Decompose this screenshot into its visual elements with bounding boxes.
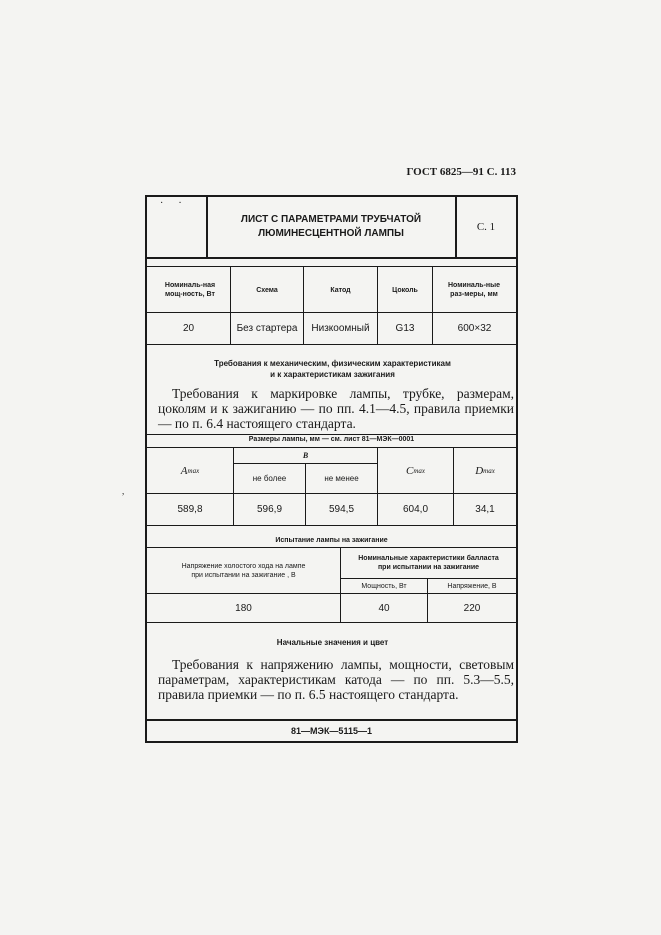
footer-rule-top xyxy=(145,719,518,721)
section1-text: Требования к маркировке лампы, трубке, размерам, цоколям и к зажиганию — по пп. 4.1—4.5, правила приемки — по п. 6.4 настоящего стандарта. xyxy=(158,386,514,431)
ignition-table-bottom xyxy=(147,622,516,623)
ignition-ballast-line2: при испытании на зажигание xyxy=(377,564,480,571)
ignition-caption: Испытание лампы на зажигание xyxy=(275,537,388,544)
lamp-header-dims: Номиналь-ные раз-меры, мм xyxy=(447,282,501,298)
dims-header-b: B xyxy=(302,451,309,460)
dims-header-d xyxy=(454,448,516,493)
lamp-header-scheme: Схема xyxy=(256,286,278,294)
section1-heading xyxy=(160,358,505,380)
dims-header-b-min: не менее xyxy=(324,474,359,483)
sheet-number: С. 1 xyxy=(476,221,496,233)
dims-value-d: 34,1 xyxy=(475,504,495,515)
sheet-title-line1: ЛИСТ С ПАРАМЕТРАМИ ТРУБЧАТОЙ xyxy=(240,214,422,225)
dims-value-b-max: 596,9 xyxy=(256,504,283,515)
dims-c-label: C xyxy=(405,464,414,477)
lamp-table-top xyxy=(147,266,516,267)
ignition-header-power: Мощность, Вт xyxy=(361,582,407,590)
dims-a-sub: max xyxy=(187,466,200,475)
ignition-header-ballast xyxy=(341,548,516,578)
lamp-value-scheme: Без стартера xyxy=(236,323,298,334)
lamp-header-cathode: Катод xyxy=(330,286,351,294)
title-bottom xyxy=(145,257,518,259)
section1-heading-line1: Требования к механическим, физическим характеристикам xyxy=(214,359,451,368)
lamp-table-bottom xyxy=(147,344,516,345)
dims-table-top xyxy=(147,434,516,435)
dims-header-c xyxy=(378,448,453,493)
margin-mark: , xyxy=(122,486,125,496)
gost-header: ГОСТ 6825—91 С. 113 xyxy=(406,166,516,178)
sheet-title-line2: ЛЮМИНЕСЦЕНТНОЙ ЛАМПЫ xyxy=(258,228,404,239)
title-dots: · · xyxy=(160,198,182,209)
ignition-value-power: 40 xyxy=(378,602,390,614)
dims-c-sub: max xyxy=(413,466,425,475)
ignition-col1-line2: при испытании на зажигание , В xyxy=(191,571,296,579)
footer-rule-bottom xyxy=(145,741,518,743)
ignition-col1-line1: Напряжение холостого хода на лампе xyxy=(181,562,306,570)
lamp-value-cap: G13 xyxy=(395,323,415,334)
ignition-header-voltage: Напряжение, В xyxy=(447,582,497,590)
frame-right xyxy=(516,195,518,742)
dims-value-b-min: 594,5 xyxy=(328,504,355,515)
dims-header-b-max: не более xyxy=(252,474,287,483)
footer-code: 81—МЭК—5115—1 xyxy=(291,726,372,736)
sheet-title xyxy=(208,197,454,257)
dims-value-a: 589,8 xyxy=(177,504,203,515)
lamp-value-cathode: Низкоомный xyxy=(311,323,370,334)
ignition-header-voltage-open xyxy=(147,548,340,593)
lamp-header-power: Номиналь-ная мощ-ность, Вт xyxy=(164,282,216,298)
dims-caption: Размеры лампы, мм — см. лист 81—МЭК—0001 xyxy=(248,436,415,443)
lamp-value-dims: 600×32 xyxy=(457,323,492,334)
section2-heading: Начальные значения и цвет xyxy=(276,638,389,647)
ignition-ballast-line1: Номинальные характеристики балласта xyxy=(358,555,499,562)
dims-value-c: 604,0 xyxy=(402,504,429,515)
dims-d-label: D xyxy=(475,464,484,477)
dims-header-a xyxy=(147,448,233,493)
ignition-value-voltage: 220 xyxy=(463,602,481,614)
section1-heading-line2: и к характеристикам зажигания xyxy=(270,370,395,379)
ignition-value-voltage-open: 180 xyxy=(235,602,252,614)
dims-a-label: A xyxy=(180,464,188,477)
lamp-value-power: 20 xyxy=(182,323,195,334)
dims-table-bottom xyxy=(147,525,516,526)
lamp-header-cap: Цоколь xyxy=(392,286,418,294)
dims-d-sub: max xyxy=(483,466,495,475)
section2-text: Требования к напряжению лампы, мощности, световым параметрам, характеристикам катода — по пп. 5.3—5.5, правила приемки — по п. 6.5 настоящего стандарта. xyxy=(158,657,514,702)
